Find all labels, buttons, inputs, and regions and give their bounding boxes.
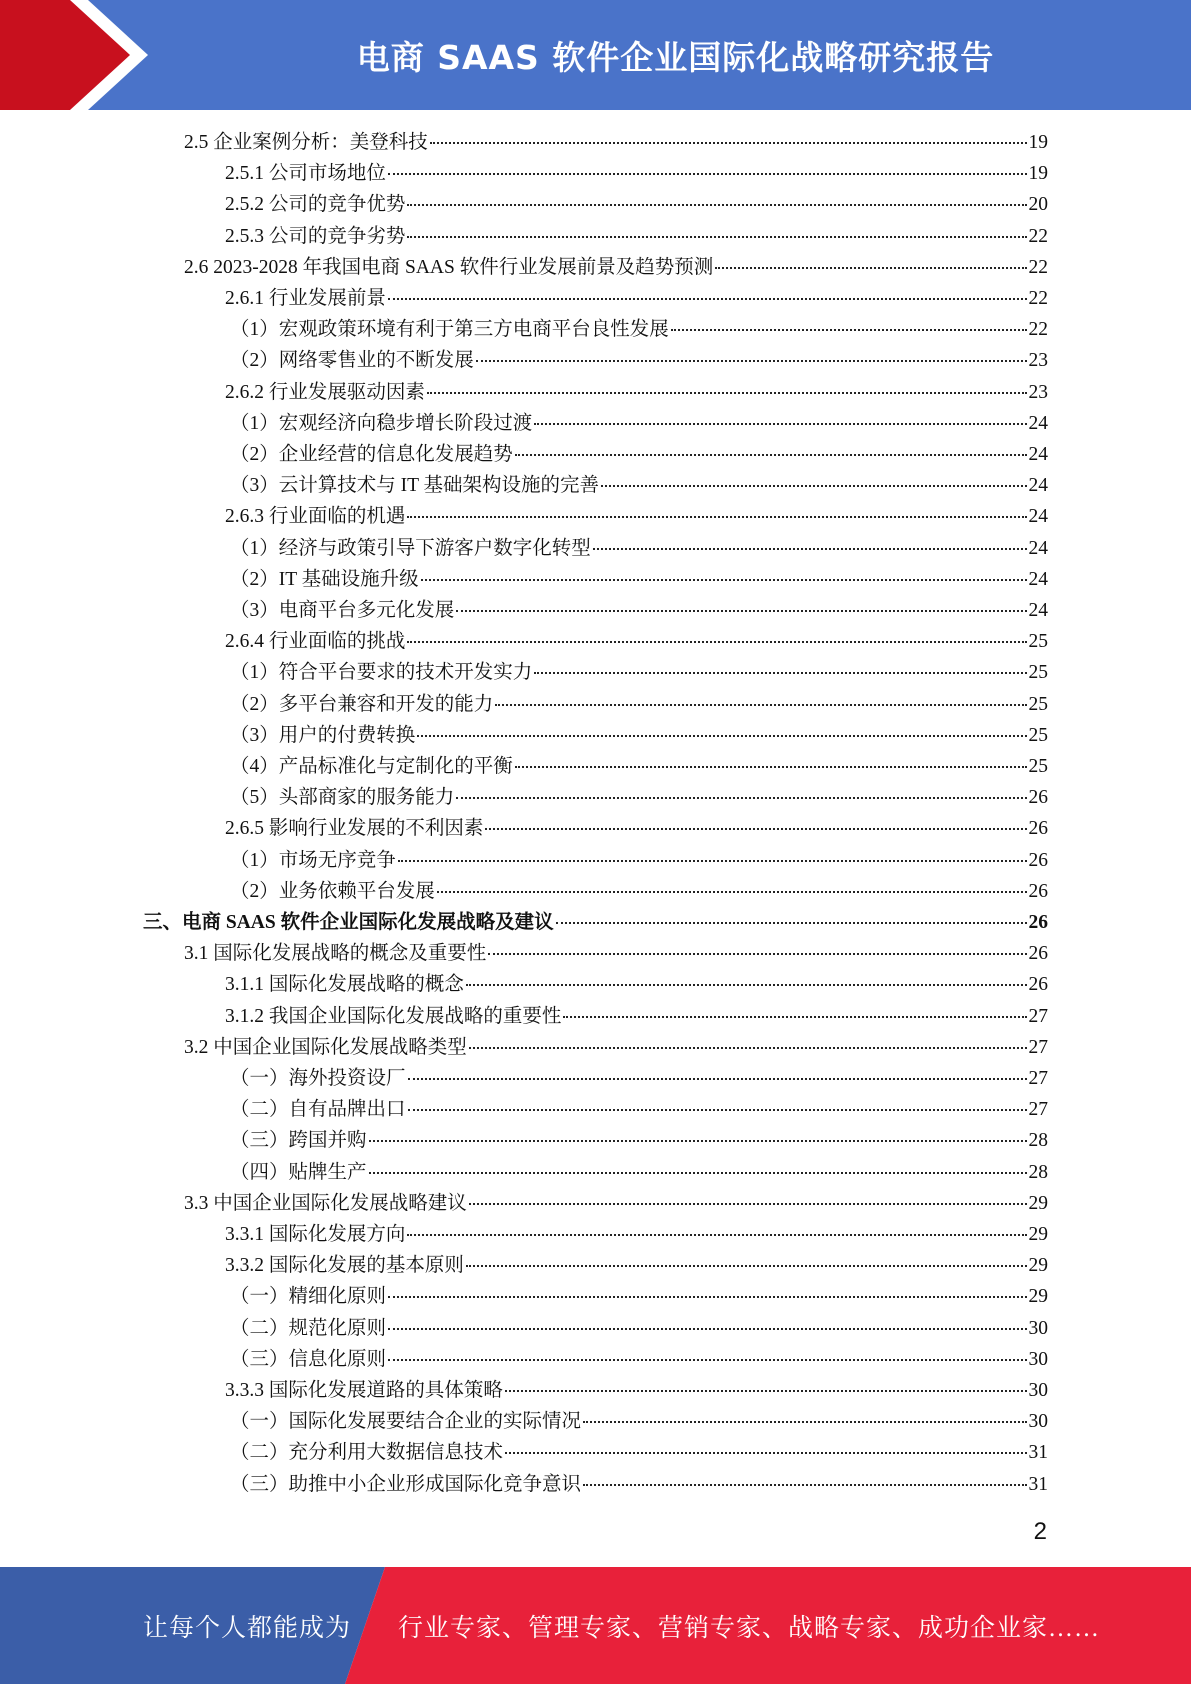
toc-entry-page: 30: [1028, 1411, 1048, 1433]
toc-entry[interactable]: [230, 314, 1048, 345]
toc-entry-label: 2.6.1 行业发展前景: [225, 288, 386, 309]
toc-entry[interactable]: [230, 564, 1048, 595]
toc-entry-label: （2）企业经营的信息化发展趋势: [230, 444, 513, 465]
toc-entry-page: 25: [1028, 693, 1048, 715]
toc-entry[interactable]: [230, 720, 1048, 751]
toc-dot-leader: [466, 1264, 1027, 1267]
toc-entry-label: （2）多平台兼容和开发的能力: [230, 693, 494, 715]
toc-entry-page: 23: [1028, 350, 1048, 372]
page-number: 2: [1033, 1518, 1047, 1545]
toc-dot-leader: [505, 1389, 1027, 1392]
toc-entry[interactable]: [230, 470, 1048, 501]
footer-banner: [0, 1567, 1191, 1684]
toc-entry[interactable]: [230, 595, 1048, 626]
toc-entry-page: 19: [1028, 163, 1048, 185]
toc-dot-leader: [534, 671, 1026, 674]
toc-entry[interactable]: [225, 1001, 1048, 1032]
toc-entry-label: （一）海外投资设厂: [230, 1068, 406, 1089]
toc-entry-page: 30: [1028, 1317, 1048, 1339]
toc-entry-label: 2.5.2 公司的竞争优势: [225, 194, 406, 216]
toc-dot-leader: [408, 1077, 1027, 1080]
toc-entry-page: 31: [1028, 1473, 1048, 1495]
toc-entry-page: 24: [1028, 537, 1048, 559]
toc-entry[interactable]: [230, 533, 1048, 564]
toc-entry[interactable]: [230, 1344, 1048, 1375]
toc-entry-label: （2）业务依赖平台发展: [230, 880, 435, 902]
toc-entry[interactable]: [225, 626, 1048, 657]
toc-entry[interactable]: [230, 1125, 1048, 1156]
toc-entry[interactable]: [184, 252, 1048, 283]
toc-entry-page: 25: [1028, 724, 1048, 746]
toc-entry-label: 3.1.2 我国企业国际化发展战略的重要性: [225, 1005, 562, 1027]
header-banner: [0, 0, 1191, 110]
toc-entry[interactable]: [230, 845, 1048, 876]
toc-entry-label: （1）宏观政策环境有利于第三方电商平台良性发展: [230, 319, 669, 341]
toc-dot-leader: [437, 890, 1027, 893]
toc-entry-page: 29: [1028, 1255, 1048, 1277]
toc-dot-leader: [430, 141, 1027, 144]
toc-entry[interactable]: [184, 1188, 1048, 1219]
toc-entry-page: 28: [1028, 1130, 1048, 1152]
toc-entry-label: 3.3.1 国际化发展方向: [225, 1224, 406, 1245]
toc-entry-page: 29: [1028, 1286, 1048, 1308]
toc-entry[interactable]: [225, 1375, 1048, 1406]
toc-entry[interactable]: [225, 813, 1048, 844]
toc-entry[interactable]: [184, 938, 1048, 969]
toc-entry-label: （二）规范化原则: [230, 1317, 387, 1339]
toc-entry[interactable]: [225, 1250, 1048, 1281]
toc-entry[interactable]: [184, 127, 1048, 158]
toc-entry-label: （三）跨国并购: [230, 1130, 367, 1152]
footer-slogan-left: 让每个人都能成为: [143, 1614, 352, 1642]
toc-entry[interactable]: [230, 782, 1048, 813]
toc-entry-label: 3.3 中国企业国际化发展战略建议: [184, 1192, 467, 1214]
toc-entry-label: （5）头部商家的服务能力: [230, 787, 455, 809]
toc-dot-leader: [601, 484, 1026, 487]
toc-dot-leader: [583, 1483, 1026, 1486]
toc-entry[interactable]: [184, 1032, 1048, 1063]
toc-dot-leader: [407, 640, 1026, 643]
toc-entry-label: （三）信息化原则: [230, 1348, 387, 1370]
toc-entry[interactable]: [230, 1469, 1048, 1500]
toc-entry-label: （1）宏观经济向稳步增长阶段过渡: [230, 412, 533, 434]
toc-dot-leader: [563, 1015, 1026, 1018]
toc-entry[interactable]: [143, 907, 1048, 938]
chevron-arrow-icon: [0, 0, 160, 110]
toc-entry[interactable]: [230, 1063, 1048, 1094]
toc-entry-page: 22: [1028, 225, 1048, 247]
toc-entry-label: （3）用户的付费转换: [230, 724, 416, 746]
toc-dot-leader: [388, 1358, 1026, 1361]
toc-dot-leader: [427, 391, 1027, 394]
toc-entry-page: 19: [1028, 132, 1048, 153]
toc-entry[interactable]: [230, 1157, 1048, 1188]
toc-entry[interactable]: [230, 751, 1048, 782]
toc-entry-page: 26: [1028, 912, 1048, 933]
toc-entry-page: 22: [1028, 319, 1048, 341]
toc-entry-page: 24: [1028, 600, 1048, 621]
toc-entry-page: 24: [1028, 506, 1048, 528]
toc-entry-page: 23: [1028, 381, 1048, 403]
toc-entry[interactable]: [230, 1406, 1048, 1437]
toc-entry-label: （3）云计算技术与 IT 基础架构设施的完善: [230, 475, 600, 497]
toc-entry-page: 24: [1028, 475, 1048, 497]
toc-entry[interactable]: [230, 439, 1048, 470]
toc-entry-page: 27: [1028, 1099, 1048, 1121]
toc-entry-label: （1）市场无序竞争: [230, 849, 396, 871]
toc-dot-leader: [715, 266, 1026, 269]
toc-dot-leader: [421, 578, 1027, 581]
toc-entry-label: （四）贴牌生产: [230, 1161, 367, 1183]
toc-entry[interactable]: [230, 408, 1048, 439]
footer-slogan-right: 行业专家、管理专家、营销专家、战略专家、成功企业家……: [398, 1614, 1101, 1642]
toc-dot-leader: [488, 952, 1026, 955]
toc-entry[interactable]: [225, 158, 1048, 189]
toc-dot-leader: [407, 1233, 1026, 1236]
toc-entry-label: 2.5.3 公司的竞争劣势: [225, 225, 406, 247]
toc-entry-page: 24: [1028, 568, 1048, 590]
toc-dot-leader: [456, 609, 1026, 612]
toc-entry-label: 2.6.4 行业面临的挑战: [225, 631, 406, 653]
toc-entry-page: 31: [1028, 1442, 1048, 1464]
toc-entry-label: （二）充分利用大数据信息技术: [230, 1442, 504, 1464]
toc-entry[interactable]: [230, 1094, 1048, 1125]
toc-entry[interactable]: [225, 377, 1048, 408]
toc-entry-label: 3.1 国际化发展战略的概念及重要性: [184, 943, 487, 965]
toc-entry-label: 2.6.3 行业面临的机遇: [225, 506, 406, 528]
toc-entry-page: 22: [1028, 288, 1048, 309]
toc-dot-leader: [388, 172, 1027, 175]
toc-entry-label: 3.3.2 国际化发展的基本原则: [225, 1255, 464, 1277]
toc-entry[interactable]: [225, 501, 1048, 532]
toc-dot-leader: [466, 983, 1027, 986]
toc-entry[interactable]: [230, 657, 1048, 688]
toc-entry-page: 26: [1028, 880, 1048, 902]
toc-entry-label: 3.2 中国企业国际化发展战略类型: [184, 1036, 467, 1058]
toc-dot-leader: [398, 859, 1027, 862]
toc-entry-page: 25: [1028, 662, 1048, 684]
toc-dot-leader: [407, 203, 1026, 206]
toc-entry-label: （4）产品标准化与定制化的平衡: [230, 756, 513, 777]
toc-dot-leader: [407, 515, 1026, 518]
toc-entry-label: （1）经济与政策引导下游客户数字化转型: [230, 537, 591, 559]
toc-dot-leader: [388, 1327, 1026, 1330]
toc-entry-label: （3）电商平台多元化发展: [230, 600, 455, 621]
toc-entry[interactable]: [230, 1313, 1048, 1344]
toc-entry-label: 2.6.5 影响行业发展的不利因素: [225, 818, 484, 840]
toc-entry-label: 3.1.1 国际化发展战略的概念: [225, 974, 464, 996]
toc-dot-leader: [583, 1420, 1026, 1423]
toc-entry-page: 24: [1028, 444, 1048, 465]
toc-dot-leader: [485, 827, 1026, 830]
toc-dot-leader: [671, 328, 1027, 331]
toc-entry-label: （一）国际化发展要结合企业的实际情况: [230, 1411, 582, 1433]
report-title: 电商 SAAS 软件企业国际化战略研究报告: [356, 37, 995, 77]
toc-entry-label: （1）符合平台要求的技术开发实力: [230, 662, 533, 684]
toc-entry[interactable]: [225, 1219, 1048, 1250]
toc-dot-leader: [505, 1451, 1026, 1454]
toc-dot-leader: [407, 235, 1026, 238]
toc-entry-label: 2.5 企业案例分析：美登科技: [184, 132, 428, 153]
toc-entry[interactable]: [230, 1437, 1048, 1468]
toc-entry-page: 26: [1028, 818, 1048, 840]
toc-entry-page: 27: [1028, 1036, 1048, 1058]
toc-entry-page: 27: [1028, 1068, 1048, 1089]
toc-dot-leader: [408, 1108, 1027, 1111]
toc-entry-page: 30: [1028, 1380, 1048, 1401]
toc-entry[interactable]: [230, 1281, 1048, 1312]
toc-dot-leader: [469, 1046, 1027, 1049]
toc-dot-leader: [369, 1139, 1027, 1142]
toc-entry-page: 29: [1028, 1192, 1048, 1214]
toc-dot-leader: [534, 422, 1026, 425]
toc-entry-page: 27: [1028, 1005, 1048, 1027]
toc-entry-page: 20: [1028, 194, 1048, 216]
toc-dot-leader: [469, 1202, 1027, 1205]
toc-entry-label: 2.6.2 行业发展驱动因素: [225, 381, 425, 403]
toc-entry-page: 28: [1028, 1161, 1048, 1183]
toc-dot-leader: [456, 796, 1026, 799]
toc-entry-label: （2）网络零售业的不断发展: [230, 350, 474, 372]
toc-entry-label: 2.5.1 公司市场地位: [225, 163, 386, 185]
toc-entry[interactable]: [230, 345, 1048, 376]
toc-entry-label: （2）IT 基础设施升级: [230, 568, 419, 590]
toc-entry-label: （二）自有品牌出口: [230, 1099, 406, 1121]
toc-dot-leader: [417, 734, 1026, 737]
toc-dot-leader: [515, 453, 1027, 456]
toc-entry-page: 25: [1028, 631, 1048, 653]
toc-dot-leader: [515, 765, 1027, 768]
toc-entry[interactable]: [230, 876, 1048, 907]
toc-entry-page: 26: [1028, 974, 1048, 996]
toc-dot-leader: [476, 359, 1027, 362]
toc-entry-label: （三）助推中小企业形成国际化竞争意识: [230, 1473, 582, 1495]
toc-entry[interactable]: [230, 689, 1048, 720]
toc-entry[interactable]: [225, 189, 1048, 220]
toc-dot-leader: [369, 1171, 1027, 1174]
toc-entry-page: 22: [1028, 256, 1048, 278]
toc-dot-leader: [388, 297, 1027, 300]
toc-entry-label: 3.3.3 国际化发展道路的具体策略: [225, 1380, 503, 1401]
toc-entry-page: 30: [1028, 1348, 1048, 1370]
toc-dot-leader: [495, 703, 1026, 706]
toc-entry-page: 26: [1028, 943, 1048, 965]
toc-entry[interactable]: [225, 969, 1048, 1000]
toc-entry-label: 三、电商 SAAS 软件企业国际化发展战略及建议: [143, 912, 554, 933]
toc-entry[interactable]: [225, 221, 1048, 252]
toc-entry-label: 2.6 2023-2028 年我国电商 SAAS 软件行业发展前景及趋势预测: [184, 256, 714, 278]
toc-entry[interactable]: [225, 283, 1048, 314]
toc-dot-leader: [556, 921, 1027, 924]
toc-entry-label: （一）精细化原则: [230, 1286, 387, 1308]
toc-entry-page: 26: [1028, 787, 1048, 809]
toc-entry-page: 29: [1028, 1224, 1048, 1245]
toc-entry-page: 26: [1028, 849, 1048, 871]
toc-dot-leader: [593, 547, 1027, 550]
toc-dot-leader: [388, 1295, 1026, 1298]
toc-entry-page: 24: [1028, 412, 1048, 434]
toc-entry-page: 25: [1028, 756, 1048, 777]
